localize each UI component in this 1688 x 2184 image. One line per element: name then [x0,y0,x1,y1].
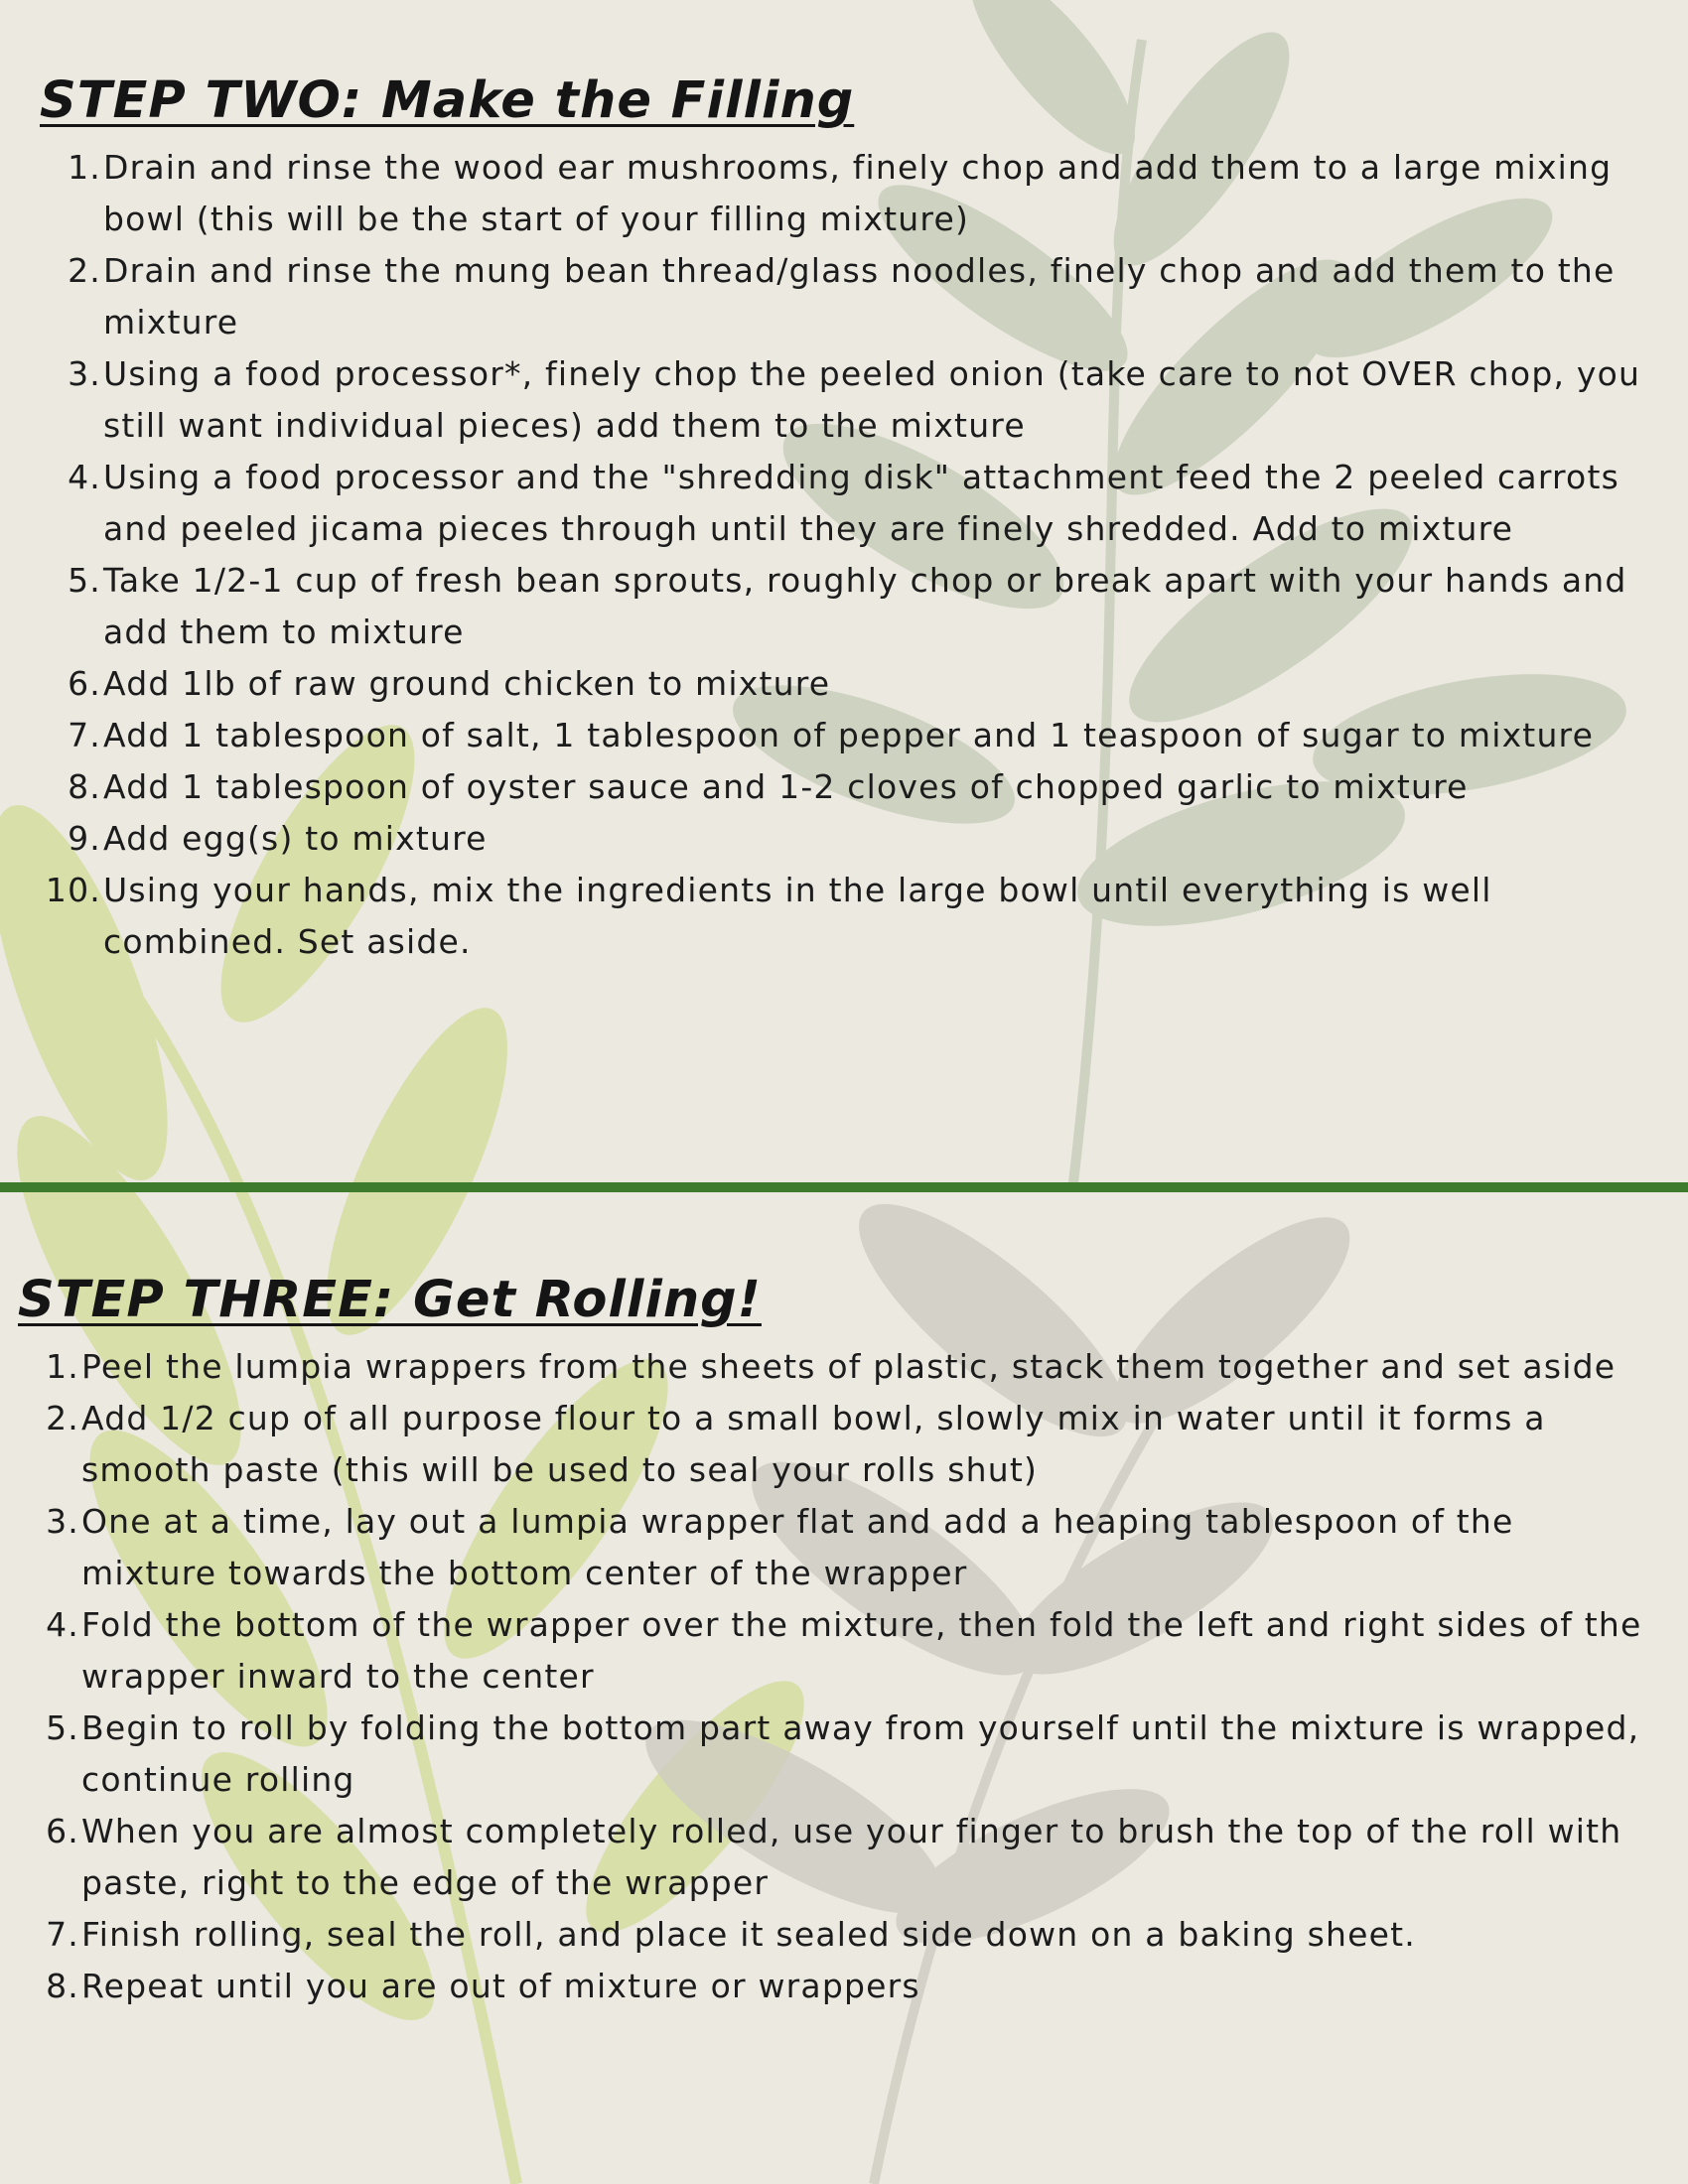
step-three-heading: STEP THREE: Get Rolling! [18,1271,762,1329]
step-three-section [18,1271,1658,2012]
list-item-text: Using a food processor*, finely chop the peeled onion (take care to not OVER chop, you still want individual pieces) add them to the mixture [103,354,1641,445]
list-item-number: 2. [68,251,101,290]
list-item [18,1961,1658,2012]
list-item-number: 4. [68,458,101,496]
list-item [18,1909,1658,1961]
list-item [40,555,1658,658]
list-item-text: Add 1 tablespoon of oyster sauce and 1-2 cloves of chopped garlic to mixture [103,767,1469,806]
list-item [18,1806,1658,1909]
list-item [18,1703,1658,1806]
step-two-section [40,71,1658,968]
list-item-text: Repeat until you are out of mixture or wrappers [81,1967,920,2005]
list-item-text: Using a food processor and the "shredding disk" attachment feed the 2 peeled carrots and peeled jicama pieces through until they are finely shredded. Add to mixture [103,458,1619,548]
list-item-text: Add 1/2 cup of all purpose flour to a small bowl, slowly mix in water until it forms a smooth paste (this will be used to seal your rolls shut) [81,1399,1546,1489]
list-item [40,658,1658,710]
list-item [18,1341,1658,1393]
step-two-heading: STEP TWO: Make the Filling [40,71,855,130]
list-item-number: 1. [46,1347,79,1386]
list-item [40,348,1658,452]
list-item [40,813,1658,865]
list-item-text: One at a time, lay out a lumpia wrapper flat and add a heaping tablespoon of the mixture towards the bottom center of the wrapper [81,1502,1514,1592]
list-item [40,865,1658,968]
list-item-number: 5. [46,1708,79,1747]
list-item [40,761,1658,813]
list-item-number: 5. [68,561,101,600]
list-item-number: 2. [46,1399,79,1437]
list-item [40,142,1658,245]
list-item-text: Using your hands, mix the ingredients in the large bowl until everything is well combined. Set aside. [103,871,1492,961]
list-item-number: 3. [46,1502,79,1541]
list-item-number: 9. [68,819,101,858]
list-item-number: 4. [46,1605,79,1644]
list-item-text: Fold the bottom of the wrapper over the mixture, then fold the left and right sides of the wrapper inward to the center [81,1605,1642,1696]
list-item-text: Finish rolling, seal the roll, and place it sealed side down on a baking sheet. [81,1915,1416,1954]
list-item-text: Begin to roll by folding the bottom part away from yourself until the mixture is wrapped, continue rolling [81,1708,1640,1799]
list-item [18,1393,1658,1496]
list-item-text: Drain and rinse the mung bean thread/glass noodles, finely chop and add them to the mixture [103,251,1616,341]
list-item-number: 6. [68,664,101,703]
list-item-number: 7. [46,1915,79,1954]
list-item-number: 10. [45,871,101,909]
list-item-number: 8. [46,1967,79,2005]
list-item-text: Take 1/2-1 cup of fresh bean sprouts, roughly chop or break apart with your hands and add them to mixture [103,561,1627,651]
list-item-text: Peel the lumpia wrappers from the sheets of plastic, stack them together and set aside [81,1347,1617,1386]
list-item [40,452,1658,555]
list-item-text: Add egg(s) to mixture [103,819,488,858]
list-item-text: Drain and rinse the wood ear mushrooms, finely chop and add them to a large mixing bowl (this will be the start of your filling mixture) [103,148,1613,238]
list-item-text: When you are almost completely rolled, use your finger to brush the top of the roll with paste, right to the edge of the wrapper [81,1812,1622,1902]
list-item-number: 6. [46,1812,79,1850]
list-item [18,1496,1658,1599]
list-item-text: Add 1lb of raw ground chicken to mixture [103,664,831,703]
list-item [40,245,1658,348]
list-item-number: 3. [68,354,101,393]
list-item [18,1599,1658,1703]
list-item [40,710,1658,761]
list-item-number: 7. [68,716,101,754]
section-divider [0,1182,1688,1192]
list-item-number: 8. [68,767,101,806]
list-item-number: 1. [68,148,101,187]
list-item-text: Add 1 tablespoon of salt, 1 tablespoon of pepper and 1 teaspoon of sugar to mixture [103,716,1595,754]
step-three-list [18,1341,1658,2012]
step-two-list [40,142,1658,968]
